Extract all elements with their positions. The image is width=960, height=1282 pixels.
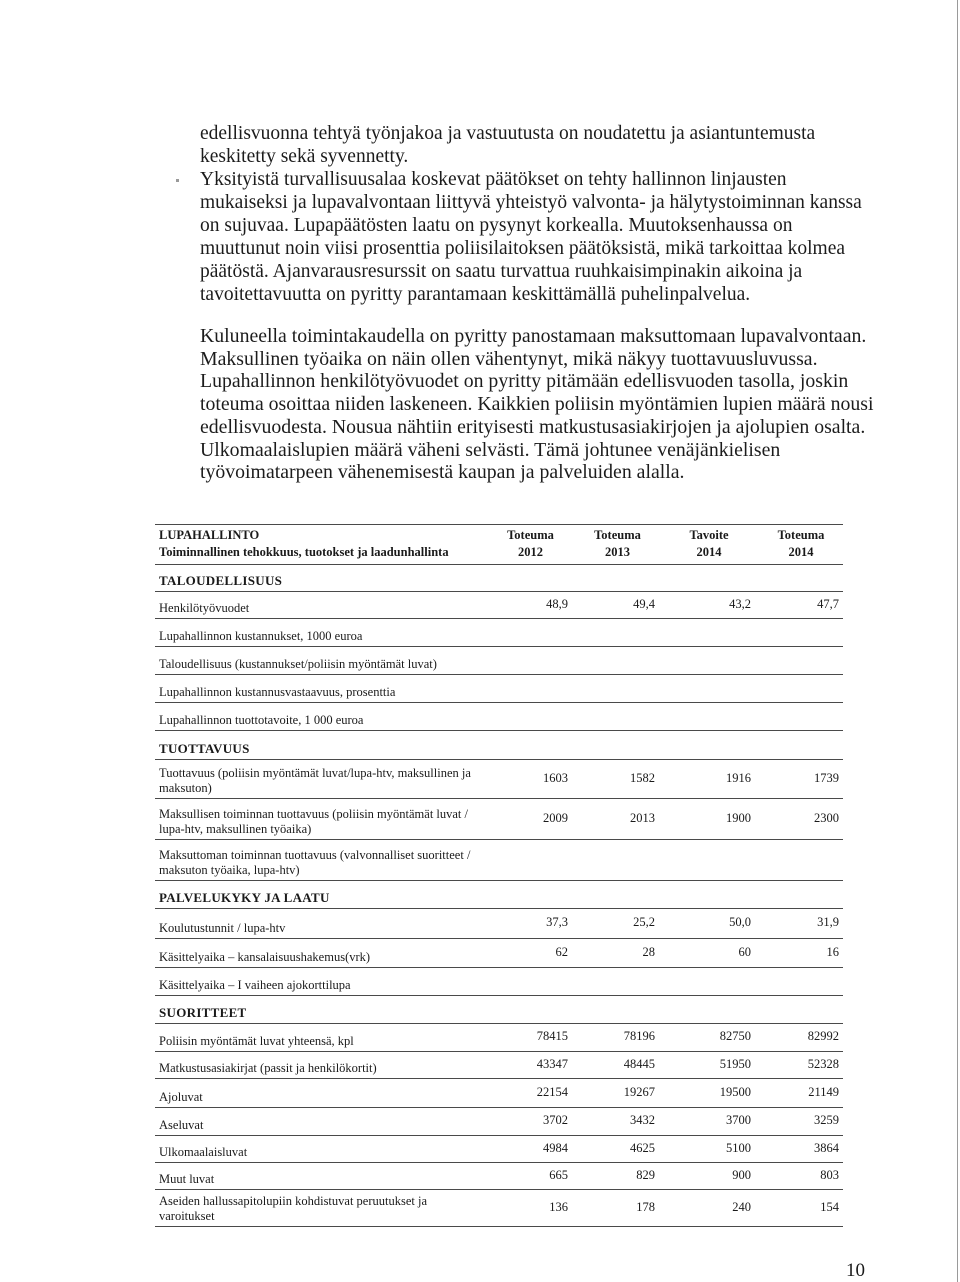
cell-value: 2009 — [485, 799, 572, 840]
table-header-row — [155, 525, 843, 565]
cell-value — [755, 703, 843, 731]
cell-value: 51950 — [659, 1052, 755, 1079]
cell-value: 22154 — [485, 1079, 572, 1108]
section-row — [155, 731, 843, 760]
cell-value: 50,0 — [659, 909, 755, 939]
table-row — [155, 968, 843, 996]
cell-value: 829 — [572, 1163, 659, 1190]
text-line: Ulkomaalaislupien määrä väheni selvästi. Tämä johtunee venäjänkielisen — [200, 438, 781, 461]
section-row — [155, 996, 843, 1024]
cell-value: 803 — [755, 1163, 843, 1190]
table-row — [155, 647, 843, 675]
text-line: edellisvuodesta. Nousua nähtiin erityisesti matkustusasiakirjojen ja ajolupien osalta. — [200, 415, 866, 438]
column-header: Tavoite 2014 — [659, 525, 755, 565]
column-header: Toteuma 2014 — [755, 525, 843, 565]
row-label: Matkustusasiakirjat (passit ja henkilökortit) — [155, 1052, 485, 1079]
text-line: Kuluneella toimintakaudella on pyritty panostamaan maksuttomaan lupavalvontaan. — [200, 325, 867, 347]
table-row — [155, 760, 843, 799]
cell-value: 47,7 — [755, 592, 843, 619]
table-row — [155, 619, 843, 647]
table-row — [155, 939, 843, 968]
cell-value — [659, 619, 755, 647]
column-header: Toteuma 2012 — [485, 525, 572, 565]
table-row — [155, 703, 843, 731]
page-edge-rule — [957, 0, 958, 1282]
section-row — [155, 881, 843, 909]
table-row — [155, 799, 843, 840]
cell-value: 48445 — [572, 1052, 659, 1079]
row-label: Ulkomaalaisluvat — [155, 1136, 485, 1163]
cell-value — [659, 703, 755, 731]
cell-value: 28 — [572, 939, 659, 968]
table-row — [155, 1108, 843, 1136]
text-line: Lupahallinnon henkilötyövuodet on pyritty pitämään edellisvuoden tasolla, joskin — [200, 370, 849, 393]
table-row — [155, 840, 843, 881]
cell-value: 21149 — [755, 1079, 843, 1108]
page-number: 10 — [846, 1260, 865, 1281]
table-subtitle: Toiminnallinen tehokkuus, tuotokset ja laadunhallinta — [159, 544, 449, 559]
cell-value: 1582 — [572, 760, 659, 799]
row-label: Maksuttoman toiminnan tuottavuus (valvonnalliset suoritteet / maksuton työaika, lupa-htv) — [155, 840, 485, 881]
cell-value: 3259 — [755, 1108, 843, 1136]
text-line: edellisvuonna tehtyä työnjakoa ja vastuutusta on noudatettu ja asiantuntemusta — [200, 123, 816, 144]
cell-value: 31,9 — [755, 909, 843, 939]
row-label: Muut luvat — [155, 1163, 485, 1190]
table-title: LUPAHALLINTO — [159, 527, 260, 542]
cell-value: 1916 — [659, 760, 755, 799]
cell-value — [572, 647, 659, 675]
text-line: mukaiseksi ja lupavalvontaan liittyvä yhteistyö valvonta- ja hälytystoiminnan kanssa — [200, 192, 862, 213]
text-line: Yksityistä turvallisuusalaa koskevat päätökset on tehty hallinnon linjausten — [200, 169, 787, 190]
text-line: on sujuvaa. Lupapäätösten laatu on pysynyt korkealla. Muutoksenhaussa on — [200, 215, 793, 236]
cell-value — [755, 647, 843, 675]
cell-value: 1900 — [659, 799, 755, 840]
cell-value — [485, 968, 572, 996]
cell-value: 1739 — [755, 760, 843, 799]
row-label: Taloudellisuus (kustannukset/poliisin myöntämät luvat) — [155, 647, 485, 675]
row-label: Aseluvat — [155, 1108, 485, 1136]
table-row — [155, 1190, 843, 1227]
cell-value: 3432 — [572, 1108, 659, 1136]
cell-value — [485, 619, 572, 647]
cell-value: 16 — [755, 939, 843, 968]
cell-value — [572, 619, 659, 647]
paragraph-1 — [200, 122, 862, 306]
cell-value — [755, 619, 843, 647]
table-row — [155, 592, 843, 619]
column-header: Toteuma 2013 — [572, 525, 659, 565]
cell-value: 154 — [755, 1190, 843, 1227]
cell-value: 19267 — [572, 1079, 659, 1108]
cell-value: 19500 — [659, 1079, 755, 1108]
row-label: Lupahallinnon tuottotavoite, 1 000 euroa — [155, 703, 485, 731]
text-line: työvoimatarpeen vähenemisestä kaupan ja palveluiden alalla. — [200, 461, 685, 484]
table-title-cell — [155, 525, 485, 565]
row-label: Käsittelyaika – I vaiheen ajokorttilupa — [155, 968, 485, 996]
text-line: keskitetty sekä syvennetty. — [200, 146, 409, 167]
cell-value — [485, 840, 572, 881]
cell-value: 78415 — [485, 1024, 572, 1052]
table-row — [155, 1163, 843, 1190]
row-label: Käsittelyaika – kansalaisuushakemus(vrk) — [155, 939, 485, 968]
table-row — [155, 1052, 843, 1079]
text-line: toteuma osoittaa niiden laskeneen. Kaikkien poliisin myöntämien lupien määrä nousi — [200, 393, 874, 416]
row-label: Lupahallinnon kustannukset, 1000 euroa — [155, 619, 485, 647]
row-label: Henkilötyövuodet — [155, 592, 485, 619]
cell-value — [572, 840, 659, 881]
row-label: Poliisin myöntämät luvat yhteensä, kpl — [155, 1024, 485, 1052]
cell-value: 4625 — [572, 1136, 659, 1163]
cell-value: 43347 — [485, 1052, 572, 1079]
cell-value: 43,2 — [659, 592, 755, 619]
table-row — [155, 909, 843, 939]
cell-value — [755, 675, 843, 703]
cell-value: 900 — [659, 1163, 755, 1190]
cell-value: 2300 — [755, 799, 843, 840]
cell-value: 25,2 — [572, 909, 659, 939]
cell-value: 136 — [485, 1190, 572, 1227]
cell-value: 49,4 — [572, 592, 659, 619]
cell-value: 5100 — [659, 1136, 755, 1163]
cell-value: 3702 — [485, 1108, 572, 1136]
row-label: Tuottavuus (poliisin myöntämät luvat/lupa-htv, maksullinen ja maksuton) — [155, 760, 485, 799]
cell-value — [755, 840, 843, 881]
cell-value — [572, 703, 659, 731]
cell-value: 37,3 — [485, 909, 572, 939]
cell-value: 62 — [485, 939, 572, 968]
table-row — [155, 1024, 843, 1052]
table-row — [155, 1079, 843, 1108]
table-row — [155, 1136, 843, 1163]
lupahallinto-table — [155, 524, 843, 1227]
row-label: Maksullisen toiminnan tuottavuus (poliisin myöntämät luvat / lupa-htv, maksullinen työaika) — [155, 799, 485, 840]
row-label: Aseiden hallussapitolupiin kohdistuvat peruutukset ja varoitukset — [155, 1190, 485, 1227]
cell-value — [659, 840, 755, 881]
cell-value: 240 — [659, 1190, 755, 1227]
row-label: Koulutustunnit / lupa-htv — [155, 909, 485, 939]
cell-value — [755, 968, 843, 996]
text-line: päätöstä. Ajanvarausresurssit on saatu turvattua ruuhkaisimpinakin aikoina ja — [200, 261, 803, 282]
row-label: Ajoluvat — [155, 1079, 485, 1108]
cell-value: 60 — [659, 939, 755, 968]
cell-value: 3864 — [755, 1136, 843, 1163]
cell-value: 3700 — [659, 1108, 755, 1136]
paragraph-2 — [200, 325, 874, 484]
cell-value: 4984 — [485, 1136, 572, 1163]
cell-value: 178 — [572, 1190, 659, 1227]
cell-value: 665 — [485, 1163, 572, 1190]
cell-value — [659, 675, 755, 703]
cell-value — [659, 647, 755, 675]
section-title: TUOTTAVUUS — [155, 731, 843, 760]
text-line: Maksullinen työaika on näin ollen vähentynyt, mikä näkyy tuottavuusluvussa. — [200, 347, 818, 370]
section-title: SUORITTEET — [155, 996, 843, 1024]
cell-value — [572, 968, 659, 996]
section-title: TALOUDELLISUUS — [155, 565, 843, 592]
section-title: PALVELUKYKY JA LAATU — [155, 881, 843, 909]
cell-value — [572, 675, 659, 703]
cell-value: 52328 — [755, 1052, 843, 1079]
row-label: Lupahallinnon kustannusvastaavuus, prosenttia — [155, 675, 485, 703]
section-row — [155, 565, 843, 592]
scan-speck — [176, 179, 179, 182]
cell-value — [485, 647, 572, 675]
cell-value — [659, 968, 755, 996]
cell-value: 1603 — [485, 760, 572, 799]
cell-value: 78196 — [572, 1024, 659, 1052]
cell-value: 82992 — [755, 1024, 843, 1052]
cell-value: 2013 — [572, 799, 659, 840]
text-line: tavoitettavuutta on pyritty parantamaan keskittämällä puhelinpalvelua. — [200, 284, 751, 305]
cell-value: 48,9 — [485, 592, 572, 619]
cell-value — [485, 703, 572, 731]
table-row — [155, 675, 843, 703]
text-line: muuttunut noin viisi prosenttia poliisilaitoksen päätöksistä, mikä tarkoittaa kolmea — [200, 238, 846, 259]
cell-value: 82750 — [659, 1024, 755, 1052]
cell-value — [485, 675, 572, 703]
